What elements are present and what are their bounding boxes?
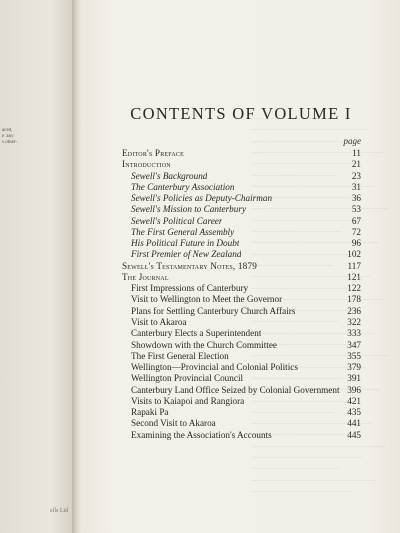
left-page-fragment: e 'any: [2, 134, 14, 139]
toc-entry-page: 445: [347, 429, 361, 440]
toc-entry-title: First Impressions of Canterbury: [131, 283, 249, 294]
toc-entry: [122, 261, 361, 272]
toc-entry-title: Wellington Provincial Council: [131, 373, 244, 384]
toc-entry: [122, 171, 361, 182]
show-through-line: [252, 141, 346, 142]
toc-entry-title: Wellington—Provincial and Colonial Politics: [131, 362, 298, 373]
toc-entry-title: Editor's Preface: [122, 148, 184, 158]
toc-entry: [122, 204, 361, 215]
toc-entry-title: Introduction: [122, 159, 171, 170]
toc-entry-title: The First General Election: [131, 350, 229, 361]
toc-entry-title: His Political Future in Doubt: [131, 238, 240, 249]
toc-entry-page: 178: [347, 294, 361, 305]
toc-entry-page: 347: [347, 339, 361, 350]
toc-entry: [122, 193, 361, 204]
toc-entry: [122, 373, 361, 384]
toc-entry-page: 11: [352, 148, 361, 158]
toc-entry-page: 236: [347, 305, 361, 316]
toc-entry-page: 333: [347, 328, 361, 339]
toc-entry-title: Showdown with the Church Committee: [131, 339, 277, 350]
toc-entry: [122, 294, 361, 305]
toc-entry-title: Sewell's Testamentary Notes, 1879: [122, 260, 258, 271]
toc-entry: [122, 227, 361, 238]
toc-entry-page: 21: [351, 159, 361, 170]
show-through-line: [252, 129, 369, 130]
toc-entry: [122, 328, 361, 339]
toc-entry: [122, 272, 361, 283]
toc-entry-page: 117: [347, 260, 361, 271]
toc-entry-title: Rapaki Pa: [131, 407, 169, 418]
book-gutter: [72, 0, 82, 533]
toc-entry-page: 67: [351, 215, 361, 226]
toc-entry-page: 31: [351, 181, 361, 192]
show-through-line: [252, 468, 339, 469]
page-title: CONTENTS OF VOLUME I: [130, 104, 352, 123]
left-page-fragment: s other-: [2, 140, 18, 145]
toc-entry: [122, 396, 361, 407]
toc-entry-page: 96: [351, 238, 361, 249]
toc-entry: [122, 407, 361, 418]
toc-entry-page: 72: [351, 226, 361, 237]
toc-entry: [122, 238, 361, 249]
toc-entry-title: Visit to Wellington to Meet the Governor: [131, 294, 283, 305]
toc-entry-page: 435: [347, 407, 361, 418]
toc-entry-title: Visits to Kaiapoi and Rangiora: [131, 395, 245, 406]
toc-entry: [122, 385, 361, 396]
toc-entry-title: Second Visit to Akaroa: [131, 418, 216, 429]
toc-entry-page: 441: [347, 418, 361, 429]
show-through-line: [252, 457, 362, 458]
toc-entry-page: 396: [347, 384, 361, 395]
show-through-line: [252, 480, 376, 481]
toc-entry: [122, 159, 361, 170]
toc-entry-page: 36: [351, 193, 361, 204]
toc-entry-title: The Canterbury Association: [131, 181, 235, 192]
toc-entry: [122, 430, 361, 441]
toc-entry-title: Plans for Settling Canterbury Church Affairs: [131, 305, 296, 316]
toc-entry-title: The First General Assembly: [131, 226, 235, 237]
toc-entry: [122, 306, 361, 317]
toc-entry: [122, 418, 361, 429]
toc-entry-title: Sewell's Mission to Canterbury: [131, 204, 247, 215]
toc-entry-page: 391: [347, 373, 361, 384]
show-through-line: [252, 446, 385, 447]
toc-entry: [122, 362, 361, 373]
toc-entry: [122, 216, 361, 227]
page-column-header: page: [343, 136, 361, 146]
toc-entry: [122, 148, 361, 159]
toc-entry-title: Visit to Akaroa: [131, 316, 187, 327]
toc-entry-title: The Journal: [122, 271, 169, 282]
toc-entry-title: Examining the Association's Accounts: [131, 429, 272, 440]
show-through-line: [252, 491, 353, 492]
toc-entry: [122, 317, 361, 328]
left-page-bottom-fragment: ells Ltd: [50, 508, 69, 514]
toc-entry-title: Sewell's Policies as Deputy-Chairman: [131, 193, 273, 204]
toc-entry: [122, 249, 361, 260]
toc-entry-title: Sewell's Background: [131, 170, 208, 181]
toc-entry-title: Canterbury Elects a Superintendent: [131, 328, 262, 339]
toc-entry-page: 421: [347, 395, 361, 406]
left-page-fragment: aced,: [2, 128, 13, 133]
toc-entry-page: 355: [347, 350, 361, 361]
toc-entry-page: 23: [351, 170, 361, 181]
toc-entry-page: 121: [347, 271, 361, 282]
toc-entry-page: 53: [351, 204, 361, 215]
toc-entry-title: Canterbury Land Office Seized by Colonial Government: [131, 384, 340, 395]
toc-entry-page: 102: [347, 249, 361, 260]
contents-page: [82, 0, 400, 533]
toc-entry: [122, 182, 361, 193]
toc-entries: [122, 148, 361, 441]
toc-entry: [122, 351, 361, 362]
left-page-edge: [0, 0, 72, 533]
toc-entry: [122, 283, 361, 294]
toc-entry-page: 322: [347, 316, 361, 327]
toc-entry: [122, 340, 361, 351]
toc-entry-page: 122: [347, 283, 361, 294]
toc-entry-page: 379: [347, 362, 361, 373]
toc-entry-title: First Premier of New Zealand: [131, 249, 242, 260]
toc-entry-title: Sewell's Political Career: [131, 215, 223, 226]
